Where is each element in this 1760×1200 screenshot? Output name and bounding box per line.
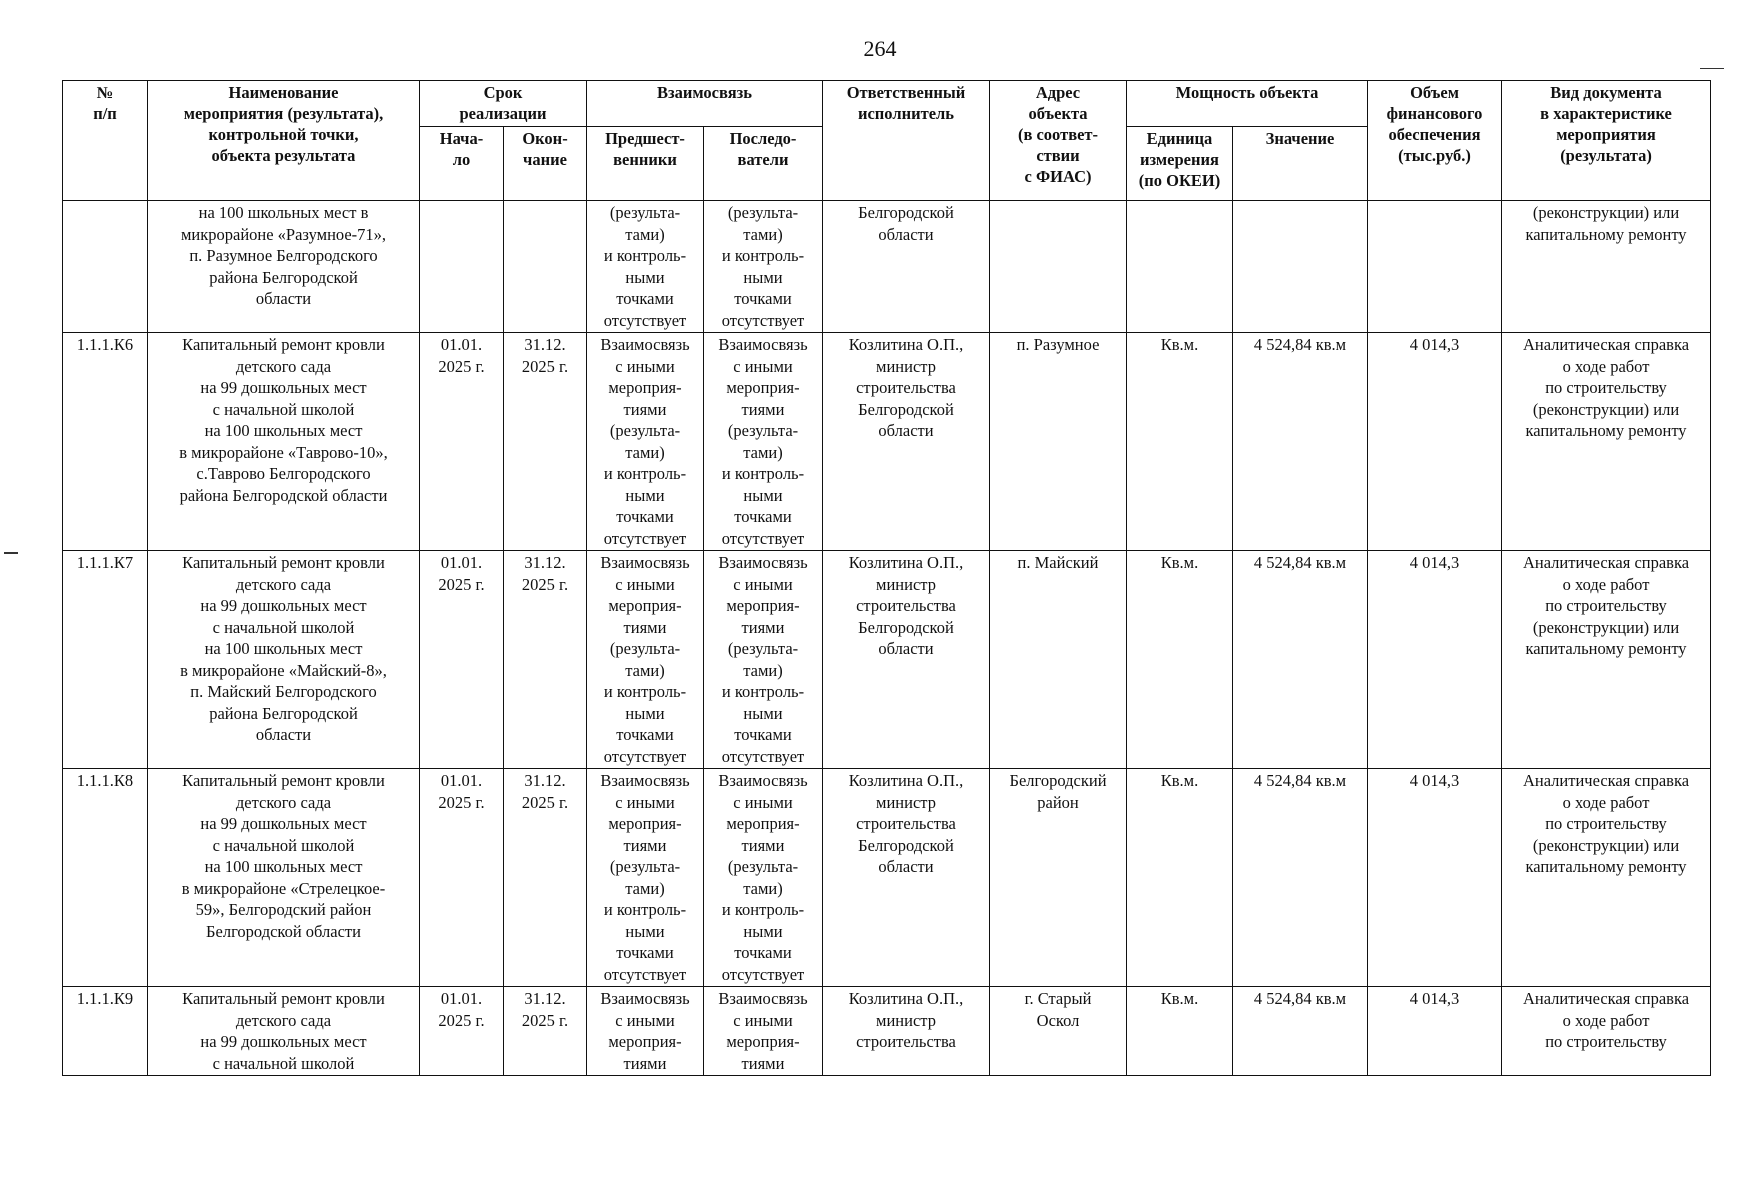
cell-start xyxy=(420,201,504,333)
table-row xyxy=(63,551,1711,769)
table-row xyxy=(63,333,1711,551)
cell-value xyxy=(1233,201,1368,333)
cell-prev: Взаимосвязь с иными мероприя- тиями (результа- тами) и контроль- ными точками отсутствует xyxy=(587,769,704,987)
cell-name: Капитальный ремонт кровли детского сада на 99 дошкольных мест с начальной школой на 100 школьных мест в микрорайоне «Стрелецкое- 59», Белгородский район Белгородской области xyxy=(148,769,420,987)
header-link: Взаимосвязь xyxy=(587,81,823,127)
header-link-next: Последо- ватели xyxy=(704,127,823,201)
cell-start: 01.01. 2025 г. xyxy=(420,333,504,551)
header-address: Адрес объекта (в соответ- ствии с ФИАС) xyxy=(990,81,1127,201)
cell-value: 4 524,84 кв.м xyxy=(1233,987,1368,1076)
cell-responsible: Козлитина О.П., министр строительства Белгородской области xyxy=(823,333,990,551)
cell-value: 4 524,84 кв.м xyxy=(1233,551,1368,769)
cell-prev: (результа- тами) и контроль- ными точками отсутствует xyxy=(587,201,704,333)
cell-value: 4 524,84 кв.м xyxy=(1233,333,1368,551)
cell-end: 31.12. 2025 г. xyxy=(504,987,587,1076)
cell-doc: Аналитическая справка о ходе работ по строительству xyxy=(1502,987,1711,1076)
cell-doc: (реконструкции) или капитальному ремонту xyxy=(1502,201,1711,333)
cell-unit: Кв.м. xyxy=(1127,551,1233,769)
cell-doc: Аналитическая справка о ходе работ по строительству (реконструкции) или капитальному ремонту xyxy=(1502,769,1711,987)
cell-num: 1.1.1.К7 xyxy=(63,551,148,769)
cell-next: Взаимосвязь с иными мероприя- тиями (результа- тами) и контроль- ными точками отсутствует xyxy=(704,333,823,551)
cell-num: 1.1.1.К9 xyxy=(63,987,148,1076)
cell-prev: Взаимосвязь с иными мероприя- тиями (результа- тами) и контроль- ными точками отсутствует xyxy=(587,551,704,769)
cell-doc: Аналитическая справка о ходе работ по строительству (реконструкции) или капитальному ремонту xyxy=(1502,551,1711,769)
cell-next: Взаимосвязь с иными мероприя- тиями xyxy=(704,987,823,1076)
table-body xyxy=(63,201,1711,1076)
cell-unit xyxy=(1127,201,1233,333)
cell-name: на 100 школьных мест в микрорайоне «Разумное-71», п. Разумное Белгородского района Белгородской области xyxy=(148,201,420,333)
cell-responsible: Козлитина О.П., министр строительства Белгородской области xyxy=(823,769,990,987)
cell-prev: Взаимосвязь с иными мероприя- тиями (результа- тами) и контроль- ными точками отсутствует xyxy=(587,333,704,551)
header-capacity-unit: Единица измерения (по ОКЕИ) xyxy=(1127,127,1233,201)
cell-funding: 4 014,3 xyxy=(1368,769,1502,987)
cell-name: Капитальный ремонт кровли детского сада на 99 дошкольных мест с начальной школой на 100 школьных мест в микрорайоне «Майский-8», п. Майский Белгородского района Белгородской области xyxy=(148,551,420,769)
cell-responsible: Козлитина О.П., министр строительства Белгородской области xyxy=(823,551,990,769)
cell-address: п. Разумное xyxy=(990,333,1127,551)
header-term: Срок реализации xyxy=(420,81,587,127)
table-row xyxy=(63,201,1711,333)
cell-next: (результа- тами) и контроль- ными точками отсутствует xyxy=(704,201,823,333)
cell-end: 31.12. 2025 г. xyxy=(504,551,587,769)
scan-artifact-right xyxy=(1700,68,1724,69)
header-term-end: Окон- чание xyxy=(504,127,587,201)
cell-unit: Кв.м. xyxy=(1127,333,1233,551)
cell-unit: Кв.м. xyxy=(1127,769,1233,987)
cell-address: г. Старый Оскол xyxy=(990,987,1127,1076)
cell-funding: 4 014,3 xyxy=(1368,987,1502,1076)
header-name: Наименование мероприятия (результата), контрольной точки, объекта результата xyxy=(148,81,420,201)
table-header xyxy=(63,81,1711,201)
cell-unit: Кв.м. xyxy=(1127,987,1233,1076)
header-capacity: Мощность объекта xyxy=(1127,81,1368,127)
cell-address: п. Майский xyxy=(990,551,1127,769)
header-responsible: Ответственный исполнитель xyxy=(823,81,990,201)
header-num: № п/п xyxy=(63,81,148,201)
cell-address: Белгородский район xyxy=(990,769,1127,987)
header-capacity-value: Значение xyxy=(1233,127,1368,201)
header-doc-type: Вид документа в характеристике мероприятия (результата) xyxy=(1502,81,1711,201)
cell-responsible: Козлитина О.П., министр строительства xyxy=(823,987,990,1076)
cell-name: Капитальный ремонт кровли детского сада на 99 дошкольных мест с начальной школой xyxy=(148,987,420,1076)
cell-next: Взаимосвязь с иными мероприя- тиями (результа- тами) и контроль- ными точками отсутствует xyxy=(704,769,823,987)
cell-num: 1.1.1.К6 xyxy=(63,333,148,551)
cell-funding: 4 014,3 xyxy=(1368,551,1502,769)
table-row xyxy=(63,987,1711,1076)
header-funding: Объем финансового обеспечения (тыс.руб.) xyxy=(1368,81,1502,201)
cell-funding xyxy=(1368,201,1502,333)
page-number: 264 xyxy=(863,36,897,61)
header-link-prev: Предшест- венники xyxy=(587,127,704,201)
cell-start: 01.01. 2025 г. xyxy=(420,769,504,987)
cell-next: Взаимосвязь с иными мероприя- тиями (результа- тами) и контроль- ными точками отсутствует xyxy=(704,551,823,769)
cell-num xyxy=(63,201,148,333)
header-term-start: Нача- ло xyxy=(420,127,504,201)
cell-name: Капитальный ремонт кровли детского сада на 99 дошкольных мест с начальной школой на 100 школьных мест в микрорайоне «Таврово-10», с.Таврово Белгородского района Белгородской области xyxy=(148,333,420,551)
cell-funding: 4 014,3 xyxy=(1368,333,1502,551)
cell-responsible: Белгородской области xyxy=(823,201,990,333)
cell-prev: Взаимосвязь с иными мероприя- тиями xyxy=(587,987,704,1076)
cell-address xyxy=(990,201,1127,333)
cell-value: 4 524,84 кв.м xyxy=(1233,769,1368,987)
cell-end xyxy=(504,201,587,333)
cell-start: 01.01. 2025 г. xyxy=(420,987,504,1076)
cell-num: 1.1.1.К8 xyxy=(63,769,148,987)
cell-doc: Аналитическая справка о ходе работ по строительству (реконструкции) или капитальному ремонту xyxy=(1502,333,1711,551)
table-row xyxy=(63,769,1711,987)
cell-start: 01.01. 2025 г. xyxy=(420,551,504,769)
cell-end: 31.12. 2025 г. xyxy=(504,769,587,987)
cell-end: 31.12. 2025 г. xyxy=(504,333,587,551)
scan-artifact-left xyxy=(4,552,18,554)
events-table xyxy=(62,80,1711,1076)
